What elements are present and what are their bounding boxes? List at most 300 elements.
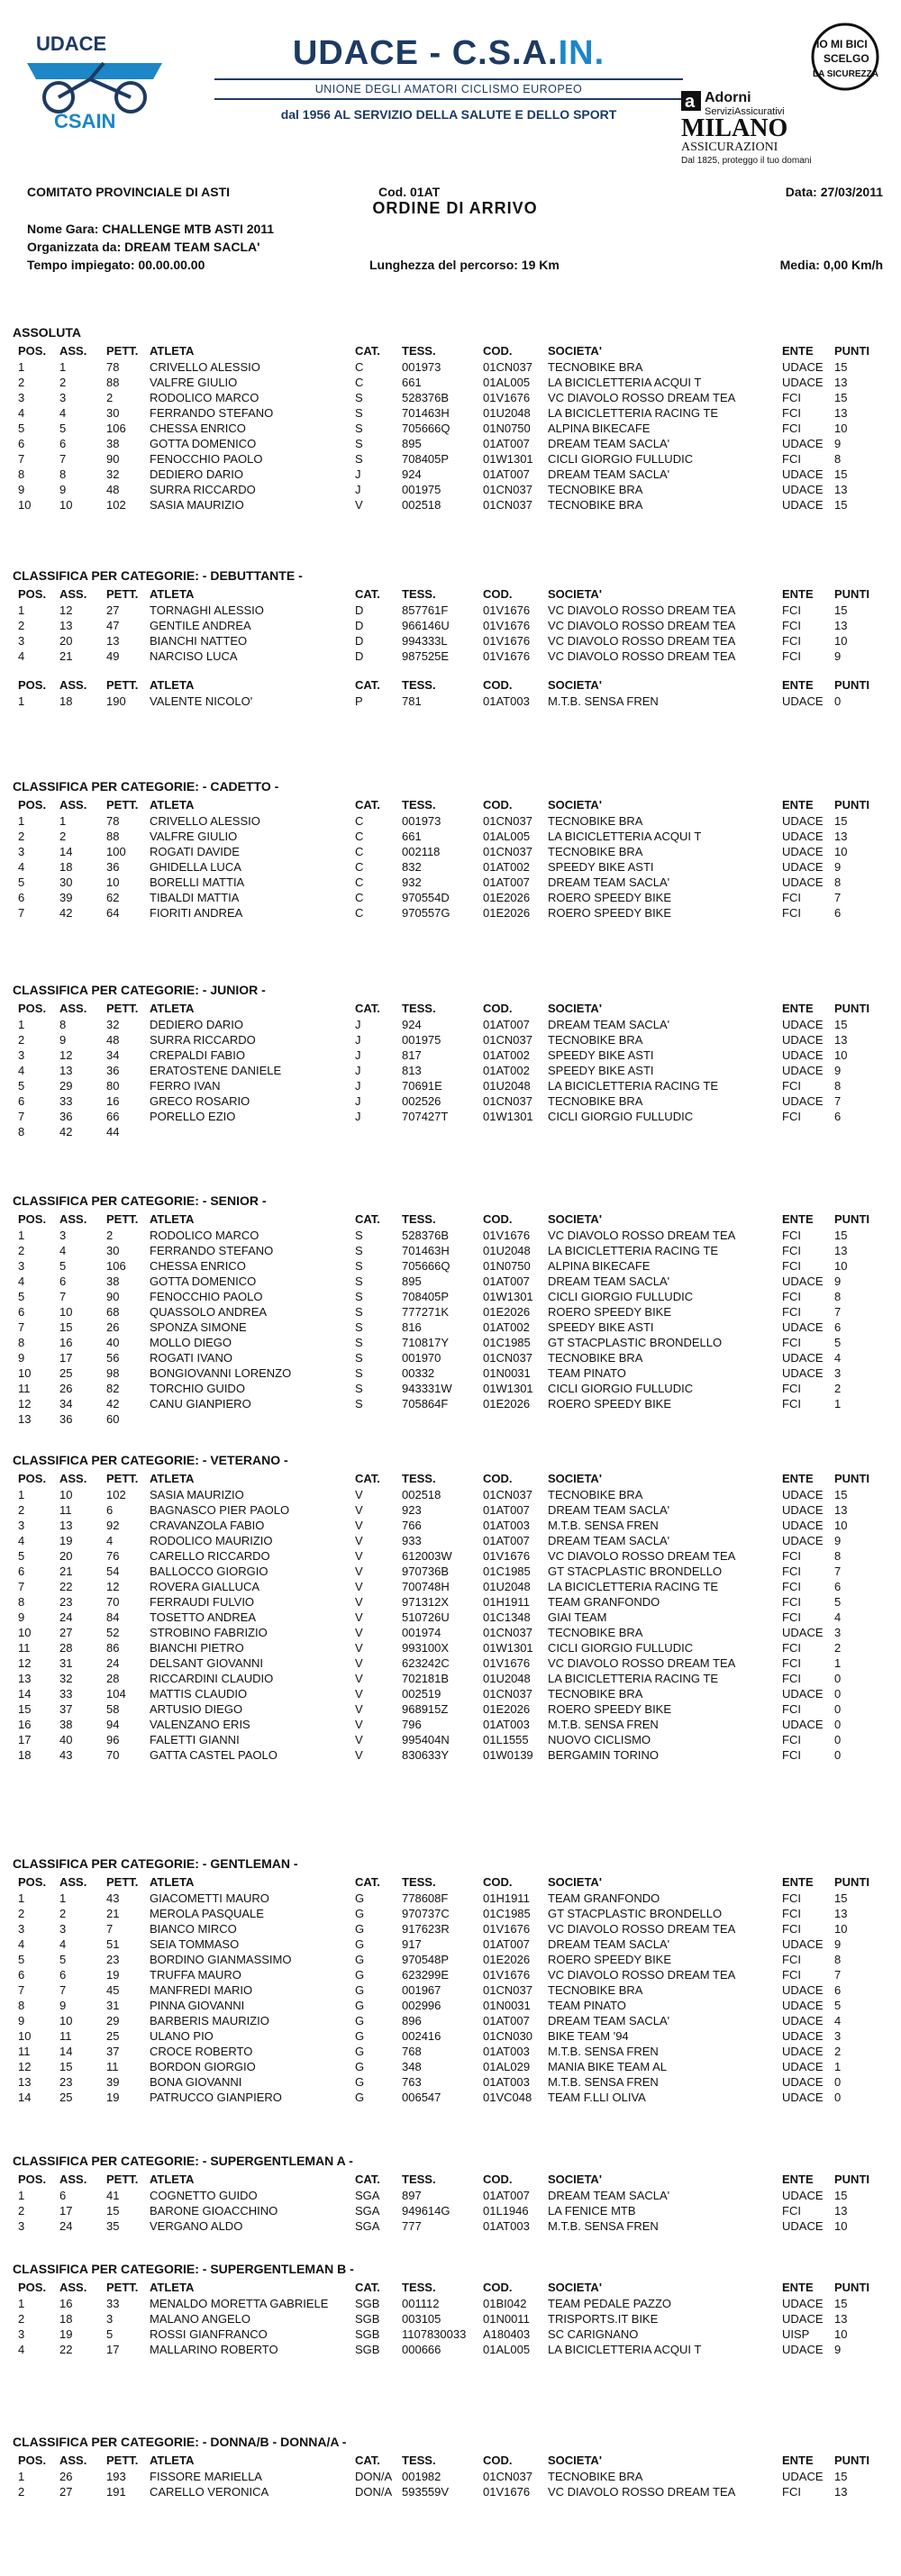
col-header-points: PUNTI [834, 678, 869, 692]
cell-points: 8 [834, 1953, 842, 1966]
col-header-cod: COD. [483, 2454, 513, 2467]
col-header-ente: ENTE [782, 2281, 814, 2294]
cell-cat: J [355, 483, 361, 496]
col-header-ass: ASS. [59, 2454, 87, 2467]
cell-ass: 13 [59, 619, 73, 632]
cell-ente: UDACE [782, 2297, 824, 2310]
cell-club: VC DIAVOLO ROSSO DREAM TEA [548, 1549, 736, 1563]
col-header-ente: ENTE [782, 1472, 814, 1485]
cell-tess: 593559V [402, 2485, 450, 2499]
cell-cat: SGB [355, 2312, 380, 2326]
cell-tess: 001975 [402, 1033, 441, 1047]
cell-pett: 47 [106, 619, 120, 632]
cell-club: TECNOBIKE BRA [548, 2470, 643, 2483]
cell-pos: 12 [18, 1397, 32, 1410]
cell-athlete: TIBALDI MATTIA [150, 891, 240, 904]
table-row [13, 1518, 891, 1533]
cell-cat: G [355, 2075, 365, 2089]
cell-points: 0 [834, 694, 842, 708]
cell-club: CICLI GIORGIO FULLUDIC [548, 1290, 694, 1303]
cell-cod: 01W1301 [483, 1641, 533, 1655]
table-row [13, 1228, 891, 1243]
cell-pett: 2 [106, 1229, 114, 1242]
cell-athlete: MOLLO DIEGO [150, 1336, 232, 1349]
document-title: ORDINE DI ARRIVO [372, 199, 538, 217]
cell-athlete: BORELLI MATTIA [150, 875, 245, 889]
col-header-tess: TESS. [402, 1212, 436, 1226]
table-row [13, 2013, 891, 2028]
col-header-tess: TESS. [402, 2172, 436, 2186]
cell-ente: FCI [782, 1244, 801, 1257]
cell-tess: 002526 [402, 1094, 441, 1108]
col-header-pett: PETT. [106, 2172, 139, 2186]
table-row [13, 649, 891, 664]
cell-points: 13 [834, 1907, 848, 1920]
cell-cod: 01AL005 [483, 2343, 531, 2356]
cell-athlete: STROBINO FABRIZIO [150, 1626, 268, 1639]
cell-ass: 17 [59, 1351, 73, 1365]
cell-cat: C [355, 814, 364, 828]
table-row [13, 694, 891, 709]
cell-cat: G [355, 2014, 365, 2027]
cell-pett: 70 [106, 1748, 120, 1762]
cell-cod: 01V1676 [483, 619, 531, 632]
cell-athlete: GIACOMETTI MAURO [150, 1891, 269, 1905]
cell-tess: 661 [402, 376, 422, 389]
cell-ass: 22 [59, 1580, 73, 1593]
cell-tess: 710817Y [402, 1336, 450, 1349]
cell-club: ALPINA BIKECAFE [548, 422, 651, 435]
cell-tess: 705666Q [402, 422, 450, 435]
cell-points: 0 [834, 1733, 842, 1746]
cell-points: 5 [834, 1336, 842, 1349]
cell-cat: S [355, 406, 363, 420]
table-row [13, 1274, 891, 1289]
col-header-pett: PETT. [106, 1212, 139, 1226]
cell-athlete: BIANCHI PIETRO [150, 1641, 244, 1655]
cell-athlete: BARONE GIOACCHINO [150, 2204, 278, 2218]
cell-pett: 23 [106, 1953, 120, 1966]
cell-ente: UDACE [782, 1274, 824, 1288]
cell-cat: S [355, 1305, 363, 1319]
col-header-ass: ASS. [59, 2281, 87, 2294]
col-header-ass: ASS. [59, 1002, 87, 1015]
cell-points: 10 [834, 1922, 848, 1936]
cell-club: TECNOBIKE BRA [548, 1033, 643, 1047]
cell-cat: G [355, 1937, 365, 1951]
cell-ass: 18 [59, 694, 73, 708]
cell-club: VC DIAVOLO ROSSO DREAM TEA [548, 619, 736, 632]
cell-pos: 1 [18, 814, 25, 828]
cell-cat: S [355, 391, 363, 404]
cell-pett: 102 [106, 1488, 126, 1501]
table-row [13, 1952, 891, 1967]
cell-ass: 19 [59, 1534, 73, 1547]
cell-ass: 10 [59, 498, 73, 512]
cell-tess: 708405P [402, 452, 450, 466]
section-title: CLASSIFICA PER CATEGORIE: - SUPERGENTLEMAN B - [13, 2262, 354, 2276]
cell-cat: V [355, 1748, 363, 1762]
cell-pett: 106 [106, 1259, 126, 1273]
cell-ente: UDACE [782, 2075, 824, 2089]
cell-club: ROERO SPEEDY BIKE [548, 1953, 672, 1966]
cell-club: M.T.B. SENSA FREN [548, 2219, 659, 2233]
cell-points: 10 [834, 2219, 848, 2233]
cell-ass: 24 [59, 2219, 73, 2233]
cell-points: 10 [834, 2327, 848, 2341]
cell-tess: 943331W [402, 1382, 452, 1395]
cell-cod: 01U2048 [483, 406, 531, 420]
cell-ass: 33 [59, 1687, 73, 1701]
svg-text:Dal 1825, proteggo il tuo doma: Dal 1825, proteggo il tuo domani [681, 156, 812, 165]
cell-pett: 27 [106, 603, 120, 617]
cell-tess: 796 [402, 1718, 422, 1731]
col-header-points: PUNTI [834, 1875, 869, 1889]
cell-athlete: GRECO ROSARIO [150, 1094, 250, 1108]
cell-ass: 8 [59, 1018, 67, 1031]
cell-tess: 987525E [402, 649, 450, 663]
table-row [13, 1381, 891, 1396]
cell-points: 2 [834, 1382, 842, 1395]
col-header-points: PUNTI [834, 2281, 869, 2294]
cell-ass: 13 [59, 1519, 73, 1532]
cell-cod: 01H1911 [483, 1891, 530, 1905]
cell-tess: 857761F [402, 603, 449, 617]
table-row [13, 890, 891, 905]
cell-athlete: BORDON GIORGIO [150, 2060, 256, 2073]
cell-ass: 6 [59, 2189, 67, 2202]
cell-athlete: GENTILE ANDREA [150, 619, 251, 632]
cell-club: TEAM PEDALE PAZZO [548, 2297, 672, 2310]
cell-cod: 01AT002 [483, 1064, 530, 1077]
cell-points: 8 [834, 452, 842, 466]
cell-cat: J [355, 1079, 361, 1093]
col-header-ass: ASS. [59, 344, 87, 358]
cell-pett: 56 [106, 1351, 120, 1365]
cell-ente: UDACE [782, 1687, 824, 1701]
table-row [13, 2218, 891, 2234]
col-header-pos: POS. [18, 1002, 47, 1015]
cell-pett: 26 [106, 1320, 120, 1334]
cell-pos: 14 [18, 2091, 32, 2104]
results-section [13, 1191, 891, 1427]
cell-club: TEAM GRANFONDO [548, 1891, 660, 1905]
header-row [13, 342, 891, 359]
cell-ass: 2 [59, 1907, 67, 1920]
col-header-cod: COD. [483, 344, 513, 358]
col-header-cod: COD. [483, 587, 513, 601]
col-header-ente: ENTE [782, 1002, 814, 1015]
cell-ente: UDACE [782, 360, 824, 374]
cell-ass: 30 [59, 875, 73, 889]
cell-points: 13 [834, 830, 848, 843]
cell-cod: 01E2026 [483, 1397, 531, 1410]
cell-points: 1 [834, 2060, 842, 2073]
cell-tess: 000666 [402, 2343, 441, 2356]
cell-pett: 42 [106, 1397, 120, 1410]
cell-club: TEAM GRANFONDO [548, 1595, 660, 1609]
results-section [13, 566, 891, 709]
cell-points: 5 [834, 1999, 842, 2012]
cell-cat: S [355, 1397, 363, 1410]
cell-cat: V [355, 1519, 363, 1532]
col-header-tess: TESS. [402, 344, 436, 358]
cell-ente: UDACE [782, 875, 824, 889]
cell-cat: SGB [355, 2343, 380, 2356]
table-row [13, 1655, 891, 1671]
cell-points: 15 [834, 1891, 848, 1905]
cell-ente: UDACE [782, 2060, 824, 2073]
results-section [13, 980, 891, 1139]
cell-ass: 20 [59, 1549, 73, 1563]
cell-points: 10 [834, 1519, 848, 1532]
col-header-pett: PETT. [106, 2454, 139, 2467]
cell-cat: D [355, 649, 364, 663]
cell-pett: 54 [106, 1565, 120, 1578]
svg-text:ASSICURAZIONI: ASSICURAZIONI [681, 141, 778, 154]
cell-pos: 6 [18, 891, 25, 904]
cell-cat: C [355, 830, 364, 843]
cell-cat: V [355, 1503, 363, 1517]
cell-points: 8 [834, 1549, 842, 1563]
cell-cat: V [355, 1610, 363, 1624]
cell-ente: UDACE [782, 1626, 824, 1639]
cell-points: 13 [834, 2312, 848, 2326]
cell-ass: 16 [59, 2297, 73, 2310]
cell-cod: 01AT007 [483, 875, 530, 889]
race-date: Data: 27/03/2011 [785, 185, 883, 199]
cell-athlete: CREPALDI FABIO [150, 1048, 245, 1062]
cell-club: CICLI GIORGIO FULLUDIC [548, 1641, 694, 1655]
cell-ente: FCI [782, 422, 801, 435]
cell-athlete: NARCISO LUCA [150, 649, 238, 663]
cell-ente: UDACE [782, 830, 824, 843]
cell-ass: 20 [59, 634, 73, 648]
cell-cod: 01AT003 [483, 1519, 530, 1532]
cell-ente: FCI [782, 1672, 801, 1685]
cell-pos: 12 [18, 1656, 32, 1670]
cell-cod: 01VC048 [483, 2091, 532, 2104]
cell-tess: 897 [402, 2189, 422, 2202]
cell-athlete: GHIDELLA LUCA [150, 860, 241, 874]
cell-ass: 2 [59, 376, 67, 389]
cell-ente: FCI [782, 1891, 801, 1905]
cell-tess: 001975 [402, 483, 441, 496]
cell-cat: S [355, 1229, 363, 1242]
cell-cod: 01AT007 [483, 1018, 530, 1031]
cell-ente: FCI [782, 1305, 801, 1319]
cell-ass: 18 [59, 2312, 73, 2326]
cell-athlete: SPONZA SIMONE [150, 1320, 247, 1334]
cell-ass: 26 [59, 2470, 73, 2483]
cell-ass: 5 [59, 422, 67, 435]
cell-cod: 01H1911 [483, 1595, 530, 1609]
cell-ass: 39 [59, 891, 73, 904]
cell-tess: 00332 [402, 1366, 435, 1380]
section-title: CLASSIFICA PER CATEGORIE: - JUNIOR - [13, 983, 266, 997]
cell-cat: J [355, 1033, 361, 1047]
cell-ass: 15 [59, 2060, 73, 2073]
cell-pos: 6 [18, 1094, 25, 1108]
cell-cat: SGA [355, 2219, 380, 2233]
cell-ente: FCI [782, 1580, 801, 1593]
cell-club: LA BICICLETTERIA ACQUI T [548, 376, 702, 389]
cell-pos: 4 [18, 1937, 25, 1951]
cell-cod: 01AL005 [483, 830, 531, 843]
cell-pos: 5 [18, 1079, 25, 1093]
cell-ass: 1 [59, 814, 67, 828]
col-header-cat: CAT. [355, 2172, 380, 2186]
cell-pett: 32 [106, 1018, 120, 1031]
table-row [13, 405, 891, 421]
cell-pett: 64 [106, 906, 120, 920]
cell-athlete: VALFRE GIULIO [150, 830, 238, 843]
cell-ente: UDACE [782, 1488, 824, 1501]
cell-athlete: CHESSA ENRICO [150, 1259, 246, 1273]
cell-athlete: GOTTA DOMENICO [150, 1274, 257, 1288]
cell-athlete: ROSSI GIANFRANCO [150, 2327, 268, 2341]
table-row [13, 497, 891, 512]
cell-points: 10 [834, 634, 848, 648]
cell-club: SC CARIGNANO [548, 2327, 639, 2341]
cell-club: TECNOBIKE BRA [548, 1983, 643, 1997]
cell-club: MANIA BIKE TEAM AL [548, 2060, 667, 2073]
cell-tess: 002518 [402, 1488, 441, 1501]
cell-club: ROERO SPEEDY BIKE [548, 1702, 672, 1716]
cell-tess: 348 [402, 2060, 422, 2073]
average-speed: Media: 0,00 Km/h [779, 258, 883, 272]
cell-cat: G [355, 2091, 365, 2104]
cell-club: LA BICICLETTERIA RACING TE [548, 1580, 719, 1593]
table-row [13, 603, 891, 618]
cell-cod: 01CN030 [483, 2029, 532, 2043]
cell-ente: UDACE [782, 498, 824, 512]
cell-ente: UISP [782, 2327, 810, 2341]
cell-cod: 01AT007 [483, 2189, 530, 2202]
cell-points: 8 [834, 1290, 842, 1303]
cell-ass: 40 [59, 1733, 73, 1746]
header-row [13, 676, 891, 694]
cell-tess: 70691E [402, 1079, 442, 1093]
cell-athlete: FERRAUDI FULVIO [150, 1595, 255, 1609]
cell-club: TECNOBIKE BRA [548, 498, 643, 512]
cell-points: 15 [834, 1488, 848, 1501]
cell-ass: 10 [59, 1305, 73, 1319]
cell-ass: 6 [59, 1274, 67, 1288]
cell-ente: UDACE [782, 1320, 824, 1334]
cell-ass: 23 [59, 1595, 73, 1609]
cell-ente: UDACE [782, 2219, 824, 2233]
cell-tess: 970737C [402, 1907, 450, 1920]
cell-cat: V [355, 1672, 363, 1685]
cell-pos: 16 [18, 1718, 32, 1731]
cell-cat: V [355, 1488, 363, 1501]
cell-cod: 01N0011 [483, 2312, 530, 2326]
cell-ente: FCI [782, 2485, 801, 2499]
cell-points: 0 [834, 1702, 842, 1716]
cell-ass: 19 [59, 2327, 73, 2341]
cell-athlete: TORCHIO GUIDO [150, 1382, 245, 1395]
cell-cat: S [355, 1259, 363, 1273]
cell-pett: 88 [106, 376, 120, 389]
cell-cod: 01AL005 [483, 376, 531, 389]
col-header-ente: ENTE [782, 344, 814, 358]
table-row [13, 1017, 891, 1032]
cell-athlete: SURRA RICCARDO [150, 483, 256, 496]
cell-ass: 13 [59, 1064, 73, 1077]
cell-ass: 9 [59, 1033, 67, 1047]
cell-ente: FCI [782, 891, 801, 904]
cell-points: 15 [834, 603, 848, 617]
cell-cod: 01N0031 [483, 1999, 531, 2012]
cell-tess: 896 [402, 2014, 422, 2027]
results-section [13, 2259, 891, 2357]
cell-pos: 2 [18, 2312, 25, 2326]
cell-points: 0 [834, 1672, 842, 1685]
col-header-pett: PETT. [106, 1472, 139, 1485]
cell-club: VC DIAVOLO ROSSO DREAM TEA [548, 391, 736, 404]
table-row [13, 1063, 891, 1078]
col-header-club: SOCIETA' [548, 678, 602, 692]
col-header-pos: POS. [18, 2172, 47, 2186]
table-row [13, 844, 891, 859]
race-code: Cod. 01AT [378, 185, 441, 199]
col-header-cat: CAT. [355, 587, 380, 601]
header-row [13, 2452, 891, 2469]
cell-pett: 58 [106, 1702, 120, 1716]
cell-ass: 11 [59, 1503, 72, 1517]
col-header-club: SOCIETA' [548, 1002, 602, 1015]
cell-cat: P [355, 694, 363, 708]
table-row [13, 1048, 891, 1063]
col-header-athlete: ATLETA [150, 678, 195, 692]
col-header-pett: PETT. [106, 798, 139, 812]
cell-tess: 707427T [402, 1110, 449, 1123]
cell-tess: 623242C [402, 1656, 450, 1670]
cell-cod: 01CN037 [483, 1094, 532, 1108]
cell-tess: 705666Q [402, 1259, 450, 1273]
cell-points: 13 [834, 483, 848, 496]
table-row [13, 421, 891, 436]
cell-ass: 3 [59, 1229, 67, 1242]
cell-club: TEAM PINATO [548, 1999, 626, 2012]
cell-club: ROERO SPEEDY BIKE [548, 1397, 672, 1410]
cell-tess: 700748H [402, 1580, 450, 1593]
cell-pos: 10 [18, 2029, 32, 2043]
cell-ass: 38 [59, 1718, 73, 1731]
cell-athlete: ROVERA GIALLUCA [150, 1580, 260, 1593]
cell-ass: 26 [59, 1382, 73, 1395]
cell-club: VC DIAVOLO ROSSO DREAM TEA [548, 649, 736, 663]
cell-cat: J [355, 467, 361, 481]
results-section [13, 1854, 891, 2105]
cell-pett: 78 [106, 360, 120, 374]
cell-club: SPEEDY BIKE ASTI [548, 1048, 654, 1062]
cell-club: DREAM TEAM SACLA' [548, 1937, 670, 1951]
table-row [13, 1350, 891, 1365]
cell-pett: 7 [106, 1922, 114, 1936]
cell-cat: D [355, 619, 364, 632]
cell-cat: V [355, 1565, 363, 1578]
cell-ass: 6 [59, 1968, 67, 1982]
cell-cat: J [355, 1094, 361, 1108]
cell-cat: SGA [355, 2204, 380, 2218]
cell-ente: UDACE [782, 467, 824, 481]
table-row [13, 1258, 891, 1274]
cell-club: CICLI GIORGIO FULLUDIC [548, 452, 694, 466]
cell-athlete: ULANO PIO [150, 2029, 214, 2043]
cell-athlete: VALFRE GIULIO [150, 376, 238, 389]
